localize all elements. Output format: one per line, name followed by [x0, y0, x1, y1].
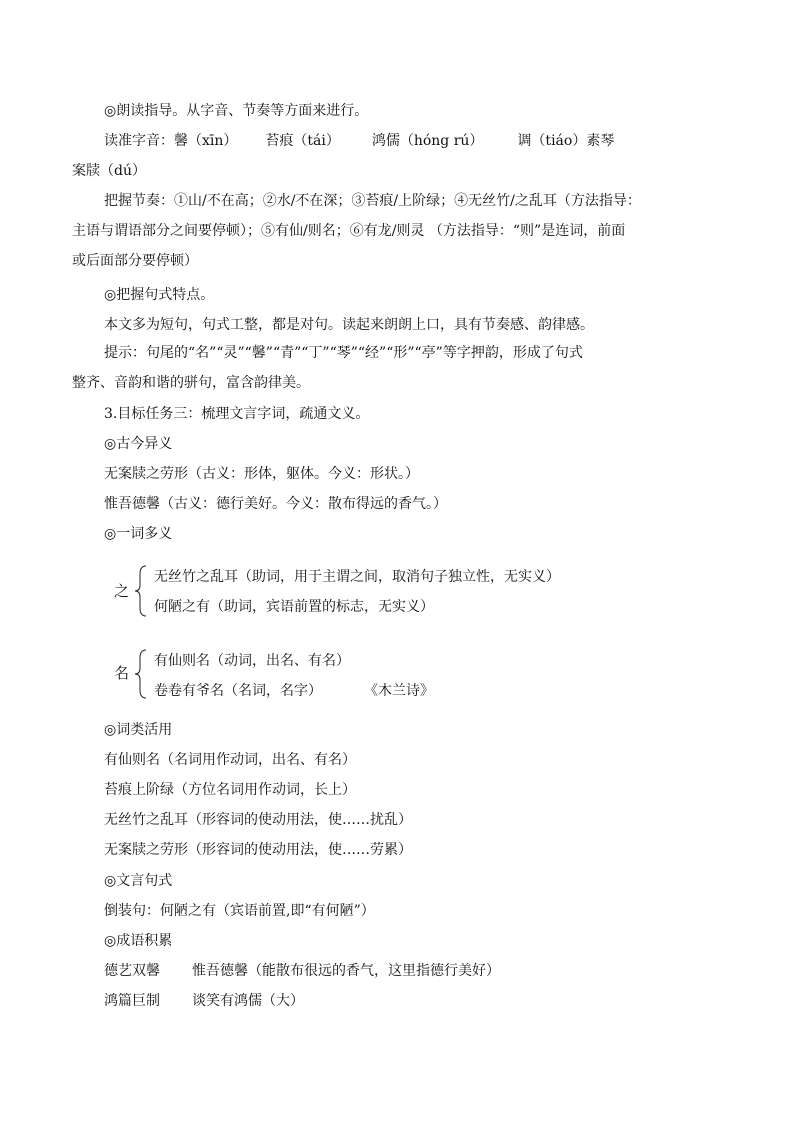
- sentence-pattern-heading: ◎把握句式特点。: [104, 287, 215, 303]
- polysemy-char-ming: 名: [114, 664, 130, 682]
- rhythm-line-1: 把握节奏：①山/不在高；②水/不在深；③苔痕/上阶绿；④无丝竹/之乱耳（方法指导：: [104, 193, 641, 209]
- reading-guide-heading: ◎朗读指导。从字音、节奏等方面来进行。: [104, 103, 369, 119]
- pronunciation-line: [104, 131, 614, 151]
- inversion-sentence: 倒装句：何陋之有（宾语前置,即“有何陋”）: [104, 903, 375, 919]
- idiom-line-2: [104, 991, 304, 1011]
- classical-syntax-heading: ◎文言句式: [104, 873, 173, 889]
- pronunciation-tiao: 调（tiáo）素琴: [517, 133, 615, 149]
- pronunciation-hongru: 鸿儒（hóng rú）: [371, 133, 484, 149]
- rhythm-line-3: 或后面部分要停顿）: [72, 253, 198, 269]
- polysemy-char-zhi: 之: [114, 582, 130, 600]
- polysemy-ming-item-1: 有仙则名（动词，出名、有名）: [154, 653, 350, 669]
- polysemy-ming-item-2: [154, 681, 434, 701]
- polysemy-heading: ◎一词多义: [104, 526, 173, 542]
- part-of-speech-item-3: 无丝竹之乱耳（形容词的使动用法，使……扰乱）: [104, 812, 412, 828]
- pronunciation-xin: 读准字音：馨（xīn）: [104, 133, 238, 149]
- task-three-heading: 3.目标任务三：梳理文言字词，疏通文义。: [104, 406, 370, 422]
- idiom-hongpian-juzhi: 鸿篇巨制: [104, 993, 160, 1009]
- idiom-source-2: 谈笑有鸿儒（大）: [192, 993, 304, 1009]
- idiom-heading: ◎成语积累: [104, 933, 173, 949]
- rhyme-tip-line-2: 整齐、音韵和谐的骈句，富含韵律美。: [72, 375, 310, 391]
- idiom-line-1: [104, 961, 500, 981]
- rhythm-line-2: 主语与谓语部分之间要停顿）；⑤有仙/则名；⑥有龙/则灵 （方法指导：“则”是连词，前面: [72, 223, 626, 239]
- part-of-speech-heading: ◎词类活用: [104, 722, 173, 738]
- part-of-speech-item-1: 有仙则名（名词用作动词，出名、有名）: [104, 752, 356, 768]
- left-brace-icon: [134, 564, 148, 618]
- pronunciation-du: 案牍（dú）: [72, 163, 146, 179]
- ancient-modern-heading: ◎古今异义: [104, 436, 173, 452]
- part-of-speech-item-2: 苔痕上阶绿（方位名词用作动词，长上）: [104, 782, 356, 798]
- ancient-modern-item-1: 无案牍之劳形（古义：形体，躯体。今义：形状。）: [104, 466, 419, 482]
- source-title: 《木兰诗》: [364, 683, 434, 699]
- rhyme-tip-line-1: 提示：句尾的“名”“灵”“馨”“青”“丁”“琴”“经”“形”“亭”等字押韵，形成了句式: [104, 345, 583, 361]
- pronunciation-tai: 苔痕（tái）: [265, 133, 340, 149]
- polysemy-ming-item-2-text: 卷卷有爷名（名词，名字）: [154, 683, 322, 699]
- sentence-pattern-text: 本文多为短句，句式工整，都是对句。读起来朗朗上口，具有节奏感、韵律感。: [104, 317, 594, 333]
- polysemy-zhi-item-2: 何陋之有（助词，宾语前置的标志，无实义）: [154, 599, 434, 615]
- idiom-source-1: 惟吾德馨（能散布很远的香气，这里指德行美好）: [192, 963, 500, 979]
- ancient-modern-item-2: 惟吾德馨（古义：德行美好。今义：散布得远的香气。）: [104, 496, 447, 512]
- part-of-speech-item-4: 无案牍之劳形（形容词的使动用法，使……劳累）: [104, 842, 412, 858]
- left-brace-icon: [134, 648, 148, 700]
- polysemy-zhi-item-1: 无丝竹之乱耳（助词，用于主谓之间，取消句子独立性，无实义）: [154, 569, 560, 585]
- idiom-deyi-shuangxin: 德艺双馨: [104, 963, 160, 979]
